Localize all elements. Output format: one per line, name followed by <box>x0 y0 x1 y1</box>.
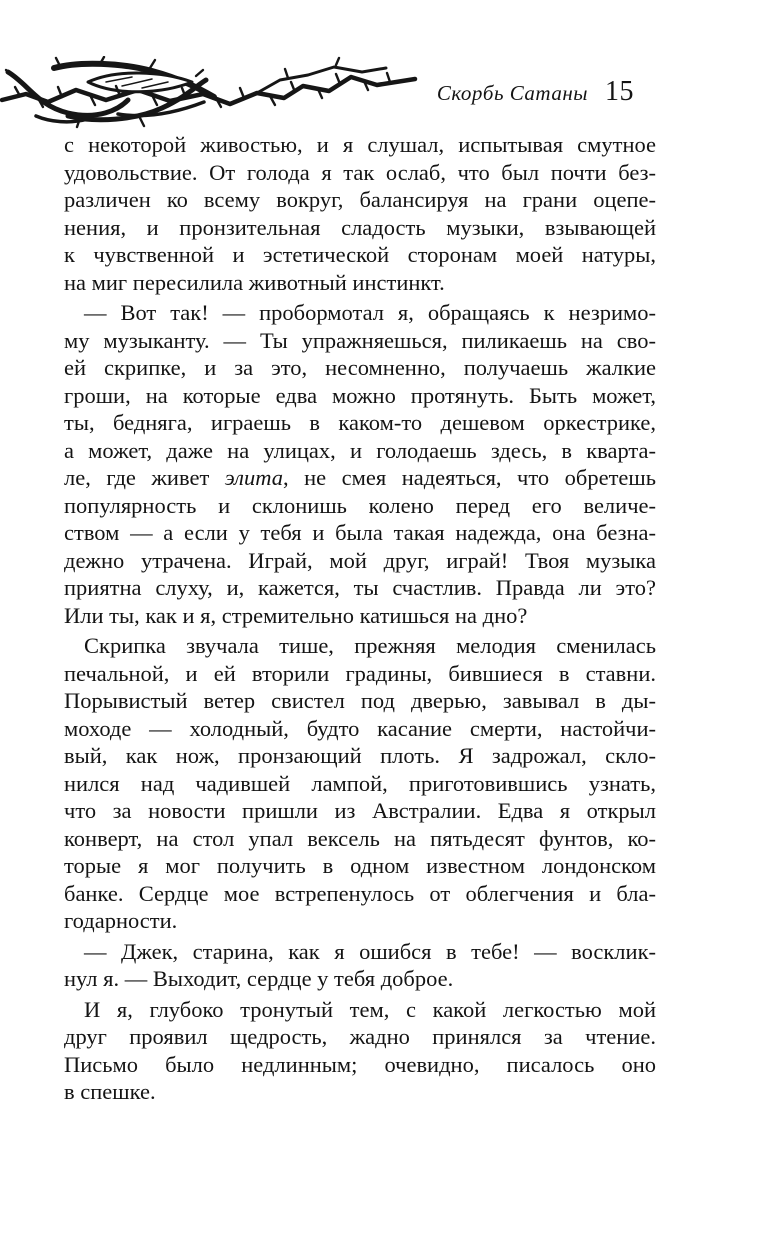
text-line: ле, где живет элита, не смея надеяться, что обретешь <box>64 465 656 490</box>
paragraph <box>64 299 656 629</box>
text-line: популярность и склонишь колено перед его величе- <box>64 492 656 518</box>
text-line: в спешке. <box>64 1079 156 1104</box>
page-number: 15 <box>605 76 634 107</box>
text-line: Скрипка звучала тише, прежняя мелодия сменилась <box>84 633 656 658</box>
page-header <box>437 76 634 108</box>
text-line: торые я мог получить в одном известном лондонском <box>64 853 656 878</box>
text-line: удовольствие. От голода я так ослаб, что был почти без- <box>64 159 656 185</box>
text-line: И я, глубоко тронутый тем, с какой легкостью мой <box>84 996 656 1022</box>
text-line: приятна слуху, и, кажется, ты счастлив. Правда ли это? <box>64 575 656 600</box>
text-line: ты, бедняга, играешь в каком-то дешевом оркестрике, <box>64 410 656 435</box>
text-line: конверт, на стол упал вексель на пятьдесят фунтов, ко- <box>64 825 656 851</box>
text-line: вый, как нож, пронзающий плоть. Я задрожал, скло- <box>64 743 656 768</box>
text-line: с некоторой живостью, и я слушал, испытывая смутное <box>64 132 656 157</box>
text-line: годарности. <box>64 908 178 933</box>
text-line: Или ты, как и я, стремительно катишься на дно? <box>64 602 528 628</box>
text-line: нения, и пронзительная сладость музыки, взывающей <box>64 214 656 240</box>
text-line: ей скрипке, и за это, несомненно, получаешь жалкие <box>64 355 656 380</box>
text-line: Письмо было недлинным; очевидно, писалось оно <box>64 1051 656 1077</box>
paragraph <box>64 996 656 1106</box>
text-line: — Джек, старина, как я ошибся в тебе! — восклик- <box>84 938 656 964</box>
text-line: ством — а если у тебя и была такая надежда, она безна- <box>64 520 656 545</box>
text-line: Порывистый ветер свистел под дверью, завывал в ды- <box>64 688 656 713</box>
text-line: нился над чадившей лампой, приготовившись узнать, <box>64 770 656 796</box>
thorn-branch-icon <box>0 56 418 130</box>
text-line: друг проявил щедрость, жадно принялся за чтение. <box>64 1024 656 1049</box>
text-line: к чувственной и эстетической сторонам моей натуры, <box>64 242 656 267</box>
text-line: на миг пересилила животный инстинкт. <box>64 269 445 295</box>
text-line: нул я. — Выходит, сердце у тебя доброе. <box>64 966 454 991</box>
text-line: а может, даже на улицах, и голодаешь здесь, в кварта- <box>64 437 656 463</box>
text-line: моходе — холодный, будто касание смерти, настойчи- <box>64 715 656 741</box>
text-line: банке. Сердце мое встрепенулось от облегчения и бла- <box>64 880 656 906</box>
text-line: му музыканту. — Ты упражняешься, пиликаешь на сво- <box>64 327 656 353</box>
body-text <box>64 131 656 1106</box>
text-line: — Вот так! — пробормотал я, обращаясь к незримо- <box>84 300 656 325</box>
running-title: Скорбь Сатаны <box>436 81 588 105</box>
text-line: гроши, на которые едва можно протянуть. Быть может, <box>64 382 656 408</box>
text-line: что за новости пришли из Австралии. Едва я открыл <box>64 798 656 823</box>
text-line: дежно утрачена. Играй, мой друг, играй! Твоя музыка <box>64 547 656 573</box>
text-line: различен ко всему вокруг, балансируя на грани оцепе- <box>64 187 656 212</box>
paragraph <box>64 632 656 935</box>
paragraph <box>64 131 656 296</box>
paragraph <box>64 938 656 993</box>
text-line: печальной, и ей вторили градины, бившиеся в ставни. <box>64 660 656 686</box>
